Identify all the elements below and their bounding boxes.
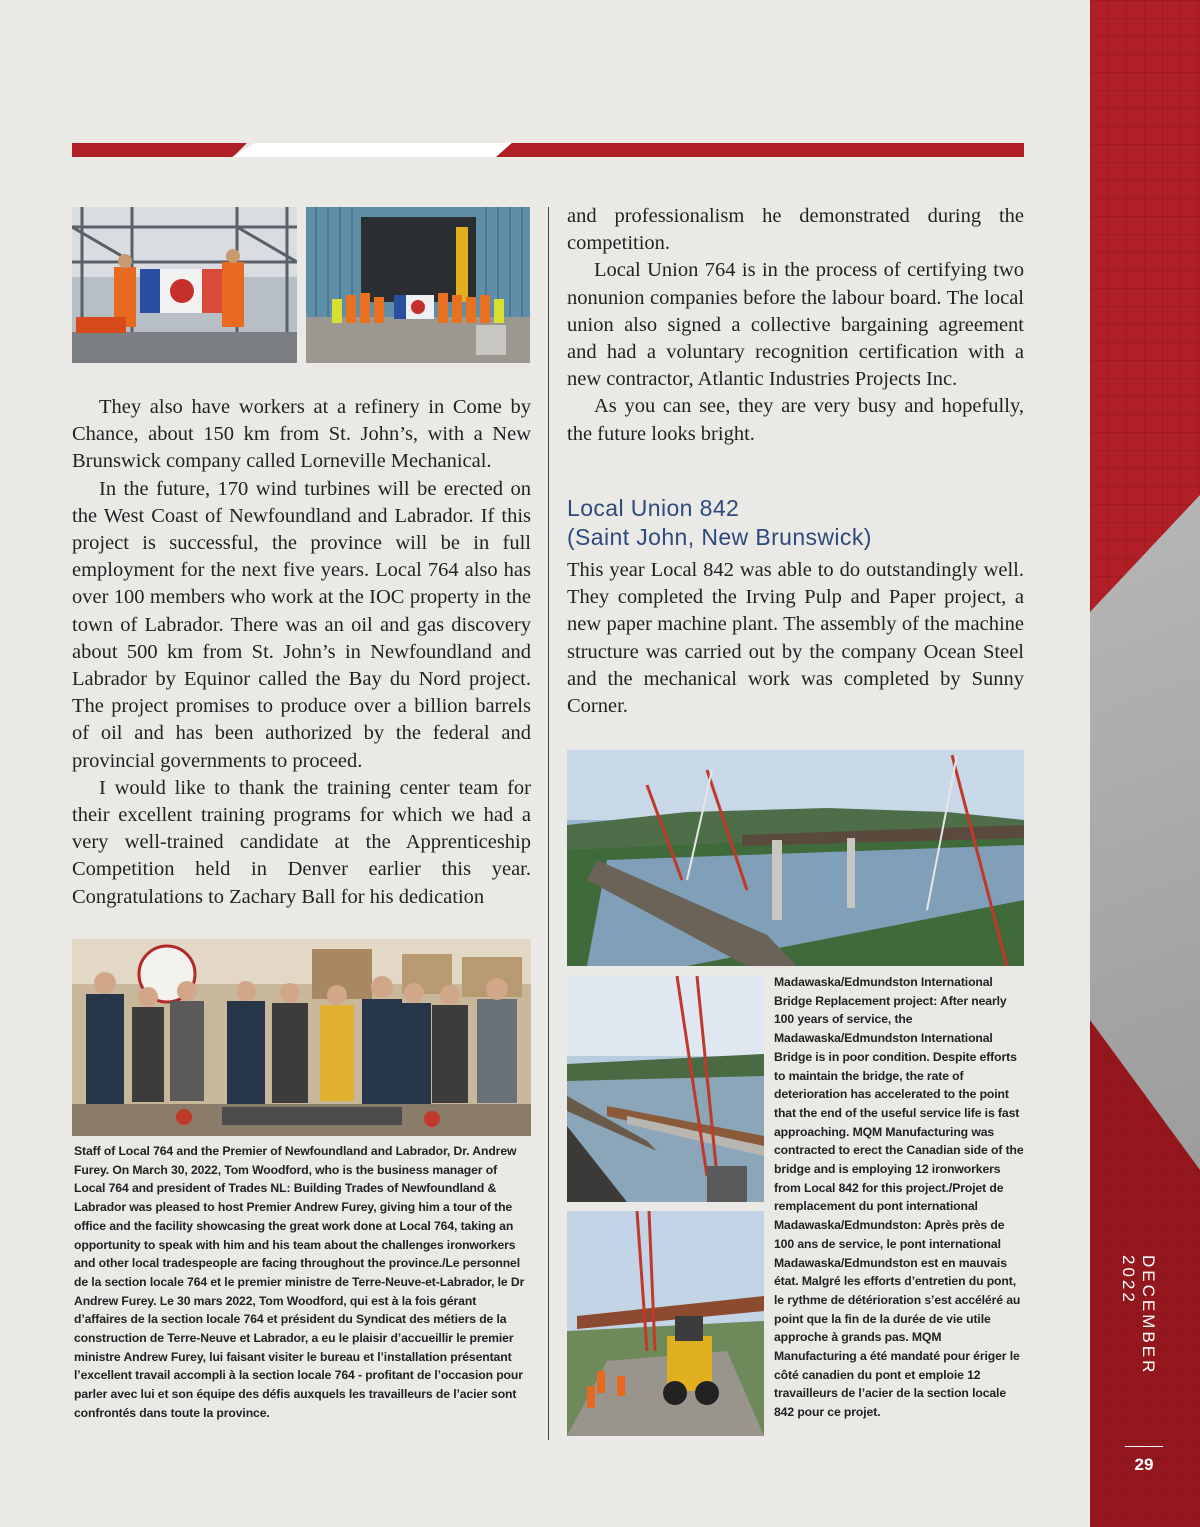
section-heading-location: (Saint John, New Brunswick): [567, 524, 872, 550]
photo-ironworkers-flag-steel: [72, 207, 297, 363]
right-column-body-top: [567, 203, 1024, 448]
page-number: 29: [1134, 1455, 1154, 1474]
paragraph: I would like to thank the training center team for their excellent training programs for which we had a very well-trained candidate at the Apprenticeship Competition held in Denver earlier this year. Congratulations to Zachary Ball for his dedication: [72, 776, 531, 908]
photo-staff-and-premier: [72, 939, 531, 1136]
right-column-body-bottom: [567, 557, 1024, 720]
page-number-divider: [1125, 1446, 1163, 1447]
header-bar-red-right: [496, 143, 1024, 157]
staff-photo-caption: Staff of Local 764 and the Premier of Newfoundland and Labrador, Dr. Andrew Furey. On March 30, 2022, Tom Woodford, who is the business manager of Local 764 and president of Trades NL: Building Trades of Newfoundland & Labrador was pleased to host Premier Andrew Furey, giving him a tour of the office and the facility showcasing the great work done at Local 764, taking an opportunity to speak with him and his team about the challenges ironworkers and other local tradespeople are facing throughout the province./Le personnel de la section locale 764 et le premier ministre de Terre-Neuve-et-Labrador, le Dr Andrew Furey. Le 30 mars 2022, Tom Woodford, qui est à la fois gérant d’affaires de la section locale 764 et président du Syndicat des métiers de la construction de Terre-Neuve et Labrador, a eu le plaisir d’accueillir le premier ministre Andrew Furey, lui faisant visiter le bureau et l’installation présentant l’excellent travail accompli à la section locale 764 - profitant de l’occasion pour parler avec lui et son équipe des défis auxquels les travailleurs de l’acier sont confrontés dans toute la province.: [74, 1144, 525, 1420]
section-heading-local-842: [567, 494, 1024, 552]
paragraph: and professionalism he demonstrated during the competition.: [567, 205, 1024, 255]
header-bar-red-left: [72, 143, 247, 157]
left-column-body: [72, 394, 531, 911]
photo-loader-site: [567, 1211, 764, 1436]
paragraph: As you can see, they are very busy and hopefully, the future looks bright.: [567, 395, 1024, 445]
bridge-photo-caption: Madawaska/Edmundston International Bridge Replacement project: After nearly 100 years of service, the Madawaska/Edmundston International Bridge is in poor condition. Despite efforts to maintain the bridge, the rate of deterioration has accelerated to the point that the end of the useful service life is fast approaching. MQM Manufacturing was contracted to erect the Canadian side of the bridge and is employing 12 ironworkers from Local 842 for this project./Projet de remplacement du pont international Madawaska/Edmundston: Après près de 100 ans de service, le pont international Madawaska/Edmundston est en mauvais état. Malgré les efforts d’entretien du pont, le rythme de détérioration s’est accéléré au point que la fin de la durée de vie utile approche à grands pas. MQM Manufacturing a été mandaté pour ériger le côté canadien du pont et emploie 12 travailleurs de l’acier de la section locale 842 pour ce projet.: [774, 975, 1024, 1420]
paragraph: They also have workers at a refinery in Come by Chance, about 150 km from St. John’s, with a New Brunswick company called Lorneville Mechanical.: [72, 396, 531, 473]
column-divider: [548, 207, 549, 1440]
paragraph: This year Local 842 was able to do outstandingly well. They completed the Irving Pulp and Paper project, a new paper machine plant. The assembly of the machine structure was carried out by the company Ocean Steel and the mechanical work was completed by Sunny Corner.: [567, 559, 1024, 718]
paragraph: Local Union 764 is in the process of certifying two nonunion companies before the labour board. The local union also signed a collective bargaining agreement and had a voluntary recognition certification with a new contractor, Atlantic Industries Projects Inc.: [567, 259, 1024, 391]
photo-bridge-girder-crane: [567, 976, 764, 1202]
section-heading-title: Local Union 842: [567, 495, 740, 521]
header-bar-white: [232, 143, 522, 157]
paragraph: In the future, 170 wind turbines will be erected on the West Coast of Newfoundland and Labrador. If this project is successful, the province will be in full employment for the next five years. Local 764 also has over 100 members who work at the IOC property in the town of Labrador. There was an oil and gas discovery about 500 km from St. John’s in Newfoundland and Labrador by Equinor called the Bay du Nord project. The project promises to produce over a billion barrels of oil and has been authorized by the federal and provincial governments to proceed.: [72, 477, 531, 772]
issue-month: DECEMBER 2022: [1119, 1255, 1158, 1376]
header-bar: [72, 143, 1024, 157]
photo-workers-group-building: [306, 207, 530, 363]
photo-bridge-aerial: [567, 750, 1024, 966]
